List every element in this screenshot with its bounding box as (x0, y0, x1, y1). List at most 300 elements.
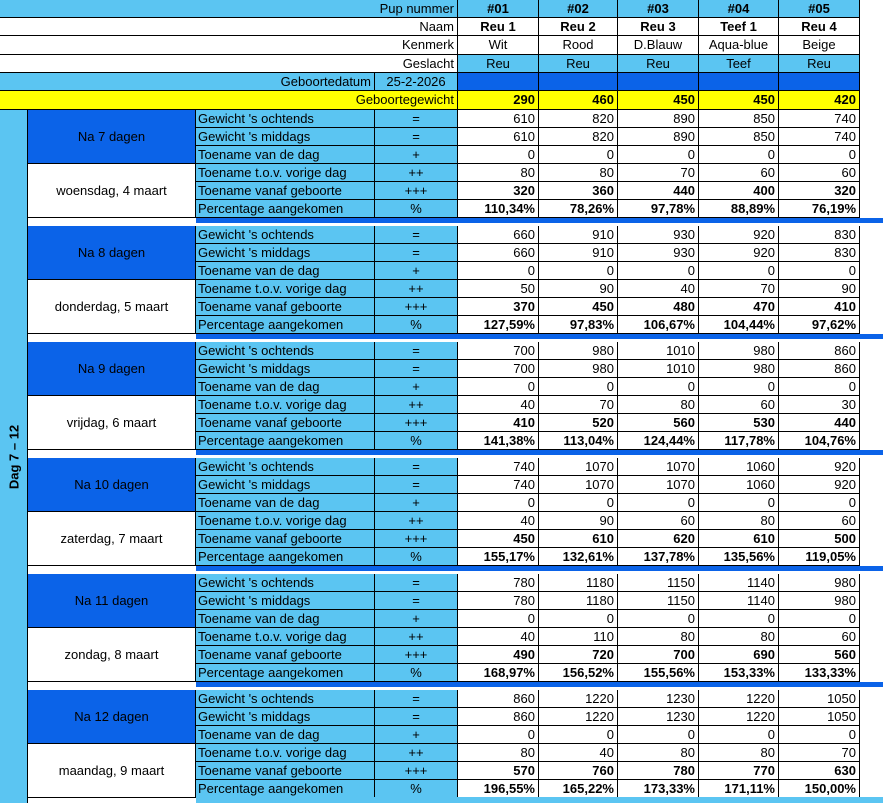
row-label[interactable]: Gewicht 's ochtends (196, 458, 375, 476)
value-cell[interactable]: 780 (618, 762, 699, 780)
row-label[interactable]: Percentage aangekomen (196, 664, 375, 682)
value-cell[interactable]: 850 (699, 110, 779, 128)
row-symbol[interactable]: +++ (375, 762, 458, 780)
value-cell[interactable]: 113,04% (539, 432, 618, 450)
value-cell[interactable]: 133,33% (779, 664, 860, 682)
value-cell[interactable]: 760 (539, 762, 618, 780)
value-cell[interactable]: 780 (458, 592, 539, 610)
value-cell[interactable]: 90 (539, 512, 618, 530)
row-symbol[interactable]: +++ (375, 298, 458, 316)
value-cell[interactable]: 80 (458, 164, 539, 182)
value-cell[interactable]: 0 (779, 146, 860, 164)
row-symbol[interactable]: = (375, 342, 458, 360)
value-cell[interactable]: 980 (779, 592, 860, 610)
row-symbol[interactable]: = (375, 690, 458, 708)
value-cell[interactable]: 110 (539, 628, 618, 646)
row-symbol[interactable]: +++ (375, 530, 458, 548)
row-symbol[interactable]: = (375, 128, 458, 146)
row-symbol[interactable]: % (375, 780, 458, 798)
value-cell[interactable]: 30 (779, 396, 860, 414)
value-cell[interactable]: 860 (458, 690, 539, 708)
value-cell[interactable]: 850 (699, 128, 779, 146)
value-cell[interactable]: 0 (539, 610, 618, 628)
row-symbol[interactable]: ++ (375, 280, 458, 298)
birthweight-2[interactable]: 460 (539, 91, 618, 110)
row-symbol[interactable]: = (375, 110, 458, 128)
value-cell[interactable]: 0 (618, 146, 699, 164)
value-cell[interactable]: 1060 (699, 458, 779, 476)
birthdate-empty-3[interactable] (618, 73, 699, 91)
pup-name-1[interactable]: Reu 1 (458, 18, 539, 36)
row-label[interactable]: Percentage aangekomen (196, 200, 375, 218)
value-cell[interactable]: 0 (779, 610, 860, 628)
value-cell[interactable]: 150,00% (779, 780, 860, 798)
value-cell[interactable]: 1230 (618, 708, 699, 726)
value-cell[interactable]: 700 (458, 360, 539, 378)
row-symbol[interactable]: = (375, 226, 458, 244)
value-cell[interactable]: 1220 (699, 708, 779, 726)
birthdate-empty-5[interactable] (779, 73, 860, 91)
row-symbol[interactable]: = (375, 244, 458, 262)
value-cell[interactable]: 196,55% (458, 780, 539, 798)
value-cell[interactable]: 980 (539, 342, 618, 360)
value-cell[interactable]: 104,44% (699, 316, 779, 334)
value-cell[interactable]: 1220 (539, 708, 618, 726)
row-symbol[interactable]: + (375, 378, 458, 396)
row-label[interactable]: Toename vanaf geboorte (196, 646, 375, 664)
value-cell[interactable]: 0 (458, 494, 539, 512)
row-label[interactable]: Gewicht 's middags (196, 476, 375, 494)
value-cell[interactable]: 720 (539, 646, 618, 664)
value-cell[interactable]: 0 (779, 494, 860, 512)
value-cell[interactable]: 440 (618, 182, 699, 200)
value-cell[interactable]: 1140 (699, 574, 779, 592)
value-cell[interactable]: 530 (699, 414, 779, 432)
row-symbol[interactable]: ++ (375, 164, 458, 182)
value-cell[interactable]: 400 (699, 182, 779, 200)
value-cell[interactable]: 0 (458, 146, 539, 164)
name-label[interactable]: Naam (0, 18, 458, 36)
value-cell[interactable]: 1180 (539, 592, 618, 610)
value-cell[interactable]: 40 (539, 744, 618, 762)
row-label[interactable]: Toename vanaf geboorte (196, 298, 375, 316)
value-cell[interactable]: 60 (699, 164, 779, 182)
value-cell[interactable]: 70 (699, 280, 779, 298)
value-cell[interactable]: 610 (699, 530, 779, 548)
value-cell[interactable]: 70 (779, 744, 860, 762)
row-label[interactable]: Gewicht 's ochtends (196, 226, 375, 244)
value-cell[interactable]: 80 (539, 164, 618, 182)
day-date: maandag, 9 maart (28, 744, 196, 798)
value-cell[interactable]: 0 (779, 726, 860, 744)
birthdate-empty-4[interactable] (699, 73, 779, 91)
value-cell[interactable]: 155,56% (618, 664, 699, 682)
value-cell[interactable]: 410 (458, 414, 539, 432)
value-cell[interactable]: 410 (779, 298, 860, 316)
row-symbol[interactable]: % (375, 548, 458, 566)
value-cell[interactable]: 1050 (779, 708, 860, 726)
value-cell[interactable]: 117,78% (699, 432, 779, 450)
row-label[interactable]: Toename van de dag (196, 726, 375, 744)
value-cell[interactable]: 450 (458, 530, 539, 548)
row-label[interactable]: Toename t.o.v. vorige dag (196, 396, 375, 414)
row-label[interactable]: Toename van de dag (196, 262, 375, 280)
row-label[interactable]: Gewicht 's ochtends (196, 110, 375, 128)
pup-num-4[interactable]: #04 (699, 0, 779, 18)
row-label[interactable]: Toename van de dag (196, 494, 375, 512)
value-cell[interactable]: 360 (539, 182, 618, 200)
value-cell[interactable]: 40 (458, 628, 539, 646)
birthweight-5[interactable]: 420 (779, 91, 860, 110)
row-label[interactable]: Toename vanaf geboorte (196, 530, 375, 548)
value-cell[interactable]: 930 (618, 244, 699, 262)
value-cell[interactable]: 700 (458, 342, 539, 360)
block-separator (196, 334, 883, 339)
pup-sex-1[interactable]: Reu (458, 55, 539, 73)
value-cell[interactable]: 80 (618, 744, 699, 762)
value-cell[interactable]: 104,76% (779, 432, 860, 450)
row-label[interactable]: Toename t.o.v. vorige dag (196, 744, 375, 762)
value-cell[interactable]: 60 (699, 396, 779, 414)
value-cell[interactable]: 320 (779, 182, 860, 200)
value-cell[interactable]: 820 (539, 110, 618, 128)
value-cell[interactable]: 80 (699, 744, 779, 762)
value-cell[interactable]: 0 (618, 610, 699, 628)
value-cell[interactable]: 740 (458, 458, 539, 476)
value-cell[interactable]: 0 (699, 726, 779, 744)
value-cell[interactable]: 610 (539, 530, 618, 548)
pup-sex-3[interactable]: Reu (618, 55, 699, 73)
value-cell[interactable]: 0 (618, 378, 699, 396)
value-cell[interactable]: 124,44% (618, 432, 699, 450)
value-cell[interactable]: 0 (458, 726, 539, 744)
value-cell[interactable]: 80 (458, 744, 539, 762)
value-cell[interactable]: 910 (539, 244, 618, 262)
value-cell[interactable]: 1230 (618, 690, 699, 708)
value-cell[interactable]: 480 (618, 298, 699, 316)
pup-trait-1[interactable]: Wit (458, 36, 539, 55)
value-cell[interactable]: 1150 (618, 592, 699, 610)
value-cell[interactable]: 470 (699, 298, 779, 316)
value-cell[interactable]: 1070 (539, 458, 618, 476)
row-label[interactable]: Toename t.o.v. vorige dag (196, 164, 375, 182)
pup-trait-3[interactable]: D.Blauw (618, 36, 699, 55)
value-cell[interactable]: 740 (779, 128, 860, 146)
row-symbol[interactable]: = (375, 574, 458, 592)
row-label[interactable]: Gewicht 's middags (196, 128, 375, 146)
value-cell[interactable]: 620 (618, 530, 699, 548)
row-symbol[interactable]: + (375, 262, 458, 280)
row-symbol[interactable]: ++ (375, 396, 458, 414)
day-date: vrijdag, 6 maart (28, 396, 196, 450)
pup-trait-4[interactable]: Aqua-blue (699, 36, 779, 55)
row-label[interactable]: Toename vanaf geboorte (196, 182, 375, 200)
value-cell[interactable]: 156,52% (539, 664, 618, 682)
value-cell[interactable]: 97,78% (618, 200, 699, 218)
row-label[interactable]: Toename van de dag (196, 378, 375, 396)
value-cell[interactable]: 97,83% (539, 316, 618, 334)
row-label[interactable]: Percentage aangekomen (196, 780, 375, 798)
value-cell[interactable]: 1150 (618, 574, 699, 592)
row-symbol[interactable]: = (375, 458, 458, 476)
value-cell[interactable]: 1070 (539, 476, 618, 494)
pup-name-2[interactable]: Reu 2 (539, 18, 618, 36)
row-symbol[interactable]: + (375, 146, 458, 164)
value-cell[interactable]: 320 (458, 182, 539, 200)
row-label[interactable]: Percentage aangekomen (196, 548, 375, 566)
row-label[interactable]: Gewicht 's middags (196, 592, 375, 610)
value-cell[interactable]: 0 (458, 378, 539, 396)
value-cell[interactable]: 1070 (618, 458, 699, 476)
value-cell[interactable]: 830 (779, 226, 860, 244)
value-cell[interactable]: 155,17% (458, 548, 539, 566)
value-cell[interactable]: 890 (618, 110, 699, 128)
value-cell[interactable]: 520 (539, 414, 618, 432)
value-cell[interactable]: 830 (779, 244, 860, 262)
value-cell[interactable]: 173,33% (618, 780, 699, 798)
value-cell[interactable]: 920 (699, 244, 779, 262)
value-cell[interactable]: 1010 (618, 360, 699, 378)
birthdate-value[interactable]: 25-2-2026 (375, 73, 458, 91)
pup-number-label[interactable]: Pup nummer (0, 0, 458, 18)
value-cell[interactable]: 40 (458, 512, 539, 530)
value-cell[interactable]: 132,61% (539, 548, 618, 566)
value-cell[interactable]: 80 (699, 628, 779, 646)
row-symbol[interactable]: = (375, 360, 458, 378)
value-cell[interactable]: 76,19% (779, 200, 860, 218)
pup-num-5[interactable]: #05 (779, 0, 860, 18)
value-cell[interactable]: 1010 (618, 342, 699, 360)
pup-name-4[interactable]: Teef 1 (699, 18, 779, 36)
value-cell[interactable]: 1220 (539, 690, 618, 708)
birthdate-empty-2[interactable] (539, 73, 618, 91)
row-symbol[interactable]: +++ (375, 646, 458, 664)
row-symbol[interactable]: % (375, 200, 458, 218)
value-cell[interactable]: 0 (699, 610, 779, 628)
row-symbol[interactable]: + (375, 494, 458, 512)
row-label[interactable]: Toename t.o.v. vorige dag (196, 628, 375, 646)
value-cell[interactable]: 780 (458, 574, 539, 592)
value-cell[interactable]: 920 (699, 226, 779, 244)
value-cell[interactable]: 119,05% (779, 548, 860, 566)
value-cell[interactable]: 1070 (618, 476, 699, 494)
value-cell[interactable]: 70 (539, 396, 618, 414)
pup-trait-5[interactable]: Beige (779, 36, 860, 55)
block-separator (196, 450, 883, 455)
pup-trait-2[interactable]: Rood (539, 36, 618, 55)
value-cell[interactable]: 60 (779, 164, 860, 182)
value-cell[interactable]: 980 (779, 574, 860, 592)
value-cell[interactable]: 930 (618, 226, 699, 244)
value-cell[interactable]: 60 (779, 512, 860, 530)
value-cell[interactable]: 135,56% (699, 548, 779, 566)
value-cell[interactable]: 1180 (539, 574, 618, 592)
value-cell[interactable]: 0 (539, 262, 618, 280)
value-cell[interactable]: 1060 (699, 476, 779, 494)
row-symbol[interactable]: ++ (375, 744, 458, 762)
value-cell[interactable]: 106,67% (618, 316, 699, 334)
value-cell[interactable]: 1220 (699, 690, 779, 708)
value-cell[interactable]: 1140 (699, 592, 779, 610)
pup-sex-2[interactable]: Reu (539, 55, 618, 73)
value-cell[interactable]: 168,97% (458, 664, 539, 682)
row-symbol[interactable]: = (375, 592, 458, 610)
pup-sex-4[interactable]: Teef (699, 55, 779, 73)
value-cell[interactable]: 610 (458, 128, 539, 146)
pup-sex-5[interactable]: Reu (779, 55, 860, 73)
value-cell[interactable]: 450 (539, 298, 618, 316)
value-cell[interactable]: 0 (618, 494, 699, 512)
row-label[interactable]: Gewicht 's middags (196, 244, 375, 262)
value-cell[interactable]: 920 (779, 476, 860, 494)
value-cell[interactable]: 0 (618, 726, 699, 744)
value-cell[interactable]: 0 (539, 726, 618, 744)
birthweight-label[interactable]: Geboortegewicht (0, 91, 458, 110)
value-cell[interactable]: 860 (779, 342, 860, 360)
row-label[interactable]: Gewicht 's ochtends (196, 690, 375, 708)
value-cell[interactable]: 980 (699, 342, 779, 360)
value-cell[interactable]: 570 (458, 762, 539, 780)
value-cell[interactable]: 97,62% (779, 316, 860, 334)
row-label[interactable]: Toename van de dag (196, 146, 375, 164)
row-symbol[interactable]: % (375, 432, 458, 450)
birthweight-1[interactable]: 290 (458, 91, 539, 110)
value-cell[interactable]: 153,33% (699, 664, 779, 682)
value-cell[interactable]: 80 (618, 396, 699, 414)
pup-num-3[interactable]: #03 (618, 0, 699, 18)
birthdate-label[interactable]: Geboortedatum (0, 73, 375, 91)
value-cell[interactable]: 141,38% (458, 432, 539, 450)
value-cell[interactable]: 920 (779, 458, 860, 476)
row-symbol[interactable]: = (375, 708, 458, 726)
row-label[interactable]: Percentage aangekomen (196, 432, 375, 450)
value-cell[interactable]: 80 (618, 628, 699, 646)
row-label[interactable]: Gewicht 's middags (196, 708, 375, 726)
pup-name-3[interactable]: Reu 3 (618, 18, 699, 36)
row-label[interactable]: Toename van de dag (196, 610, 375, 628)
value-cell[interactable]: 127,59% (458, 316, 539, 334)
value-cell[interactable]: 90 (779, 280, 860, 298)
row-symbol[interactable]: +++ (375, 182, 458, 200)
block-separator (196, 682, 883, 687)
value-cell[interactable]: 60 (779, 628, 860, 646)
row-label[interactable]: Toename vanaf geboorte (196, 414, 375, 432)
row-label[interactable]: Toename t.o.v. vorige dag (196, 280, 375, 298)
birthweight-3[interactable]: 450 (618, 91, 699, 110)
pup-name-5[interactable]: Reu 4 (779, 18, 860, 36)
value-cell[interactable]: 910 (539, 226, 618, 244)
value-cell[interactable]: 500 (779, 530, 860, 548)
row-label[interactable]: Gewicht 's ochtends (196, 574, 375, 592)
day-title: Na 10 dagen (28, 458, 196, 512)
value-cell[interactable]: 700 (618, 646, 699, 664)
value-cell[interactable]: 171,11% (699, 780, 779, 798)
value-cell[interactable]: 110,34% (458, 200, 539, 218)
value-cell[interactable]: 740 (458, 476, 539, 494)
value-cell[interactable]: 0 (539, 494, 618, 512)
row-symbol[interactable]: % (375, 664, 458, 682)
value-cell[interactable]: 440 (779, 414, 860, 432)
value-cell[interactable]: 78,26% (539, 200, 618, 218)
pup-num-1[interactable]: #01 (458, 0, 539, 18)
row-label[interactable]: Percentage aangekomen (196, 316, 375, 334)
value-cell[interactable]: 0 (539, 146, 618, 164)
value-cell[interactable]: 860 (779, 360, 860, 378)
day-date: donderdag, 5 maart (28, 280, 196, 334)
value-cell[interactable]: 890 (618, 128, 699, 146)
value-cell[interactable]: 660 (458, 226, 539, 244)
value-cell[interactable]: 90 (539, 280, 618, 298)
row-symbol[interactable]: ++ (375, 628, 458, 646)
value-cell[interactable]: 60 (618, 512, 699, 530)
row-label[interactable]: Gewicht 's middags (196, 360, 375, 378)
value-cell[interactable]: 980 (699, 360, 779, 378)
value-cell[interactable]: 770 (699, 762, 779, 780)
value-cell[interactable]: 88,89% (699, 200, 779, 218)
value-cell[interactable]: 660 (458, 244, 539, 262)
birthweight-4[interactable]: 450 (699, 91, 779, 110)
value-cell[interactable]: 40 (458, 396, 539, 414)
value-cell[interactable]: 980 (539, 360, 618, 378)
sex-label[interactable]: Geslacht (0, 55, 458, 73)
value-cell[interactable]: 0 (699, 146, 779, 164)
row-label[interactable]: Toename vanaf geboorte (196, 762, 375, 780)
row-label[interactable]: Toename t.o.v. vorige dag (196, 512, 375, 530)
pup-num-2[interactable]: #02 (539, 0, 618, 18)
value-cell[interactable]: 490 (458, 646, 539, 664)
value-cell[interactable]: 0 (779, 378, 860, 396)
value-cell[interactable]: 80 (699, 512, 779, 530)
block-separator (196, 566, 883, 571)
value-cell[interactable]: 0 (699, 378, 779, 396)
row-symbol[interactable]: +++ (375, 414, 458, 432)
value-cell[interactable]: 0 (699, 494, 779, 512)
value-cell[interactable]: 1050 (779, 690, 860, 708)
block-separator (196, 218, 883, 223)
value-cell[interactable]: 70 (618, 164, 699, 182)
row-symbol[interactable]: % (375, 316, 458, 334)
value-cell[interactable]: 137,78% (618, 548, 699, 566)
value-cell[interactable]: 0 (699, 262, 779, 280)
value-cell[interactable]: 860 (458, 708, 539, 726)
value-cell[interactable]: 560 (618, 414, 699, 432)
value-cell[interactable]: 0 (618, 262, 699, 280)
day-title: Na 8 dagen (28, 226, 196, 280)
value-cell[interactable]: 50 (458, 280, 539, 298)
row-symbol[interactable]: ++ (375, 512, 458, 530)
value-cell[interactable]: 0 (458, 262, 539, 280)
value-cell[interactable]: 0 (779, 262, 860, 280)
value-cell[interactable]: 0 (539, 378, 618, 396)
row-label[interactable]: Gewicht 's ochtends (196, 342, 375, 360)
value-cell[interactable]: 610 (458, 110, 539, 128)
value-cell[interactable]: 0 (458, 610, 539, 628)
value-cell[interactable]: 690 (699, 646, 779, 664)
row-symbol[interactable]: + (375, 726, 458, 744)
value-cell[interactable]: 560 (779, 646, 860, 664)
value-cell[interactable]: 740 (779, 110, 860, 128)
birthdate-empty-1[interactable] (458, 73, 539, 91)
value-cell[interactable]: 820 (539, 128, 618, 146)
value-cell[interactable]: 165,22% (539, 780, 618, 798)
row-symbol[interactable]: + (375, 610, 458, 628)
value-cell[interactable]: 630 (779, 762, 860, 780)
value-cell[interactable]: 370 (458, 298, 539, 316)
row-symbol[interactable]: = (375, 476, 458, 494)
bottom-strip (196, 797, 883, 803)
trait-label[interactable]: Kenmerk (0, 36, 458, 55)
value-cell[interactable]: 40 (618, 280, 699, 298)
